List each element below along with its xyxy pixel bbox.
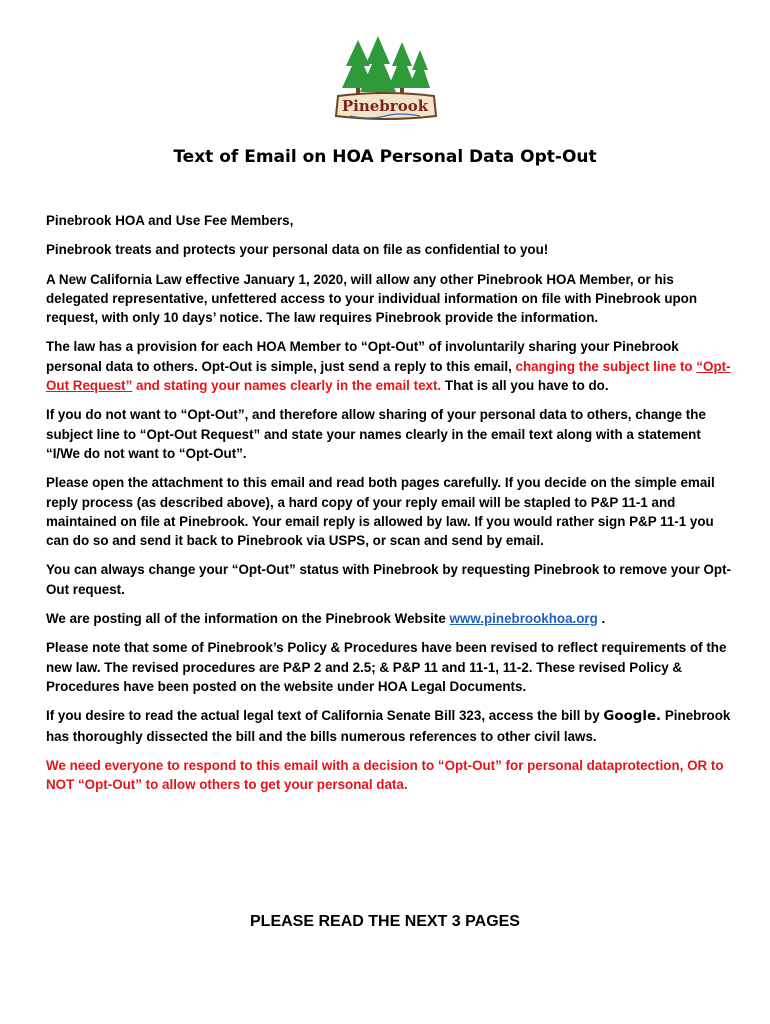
pine-trees-image — [342, 36, 430, 92]
paragraph-senate-bill: If you desire to read the actual legal text of California Senate Bill 323, access the bill by Google. Pinebrook has thoroughly dissected the bill and the bills numerous references to other civil laws. — [46, 708, 731, 744]
closing-heading: PLEASE READ THE NEXT 3 PAGES — [250, 913, 520, 930]
red-instruction: changing the subject line to — [515, 358, 693, 374]
google-word: Google. — [603, 709, 662, 725]
paragraph-opt-out-provision: The law has a provision for each HOA Member to “Opt-Out” of involuntarily sharing your Pinebrook personal data to others. Opt-Out is simple, just send a reply to this email, changing the subject line to “Opt-Out Request” and stating your names clearly in the email text. That is all you have to do. — [46, 339, 731, 394]
paragraph-change-status: You can always change your “Opt-Out” status with Pinebrook by requesting Pinebrook to remove your Opt-Out request. — [46, 562, 732, 597]
opt-out-request-phrase: “Opt-Out Request” — [46, 358, 731, 394]
paragraph-attachment: Please open the attachment to this email and read both pages carefully. If you decide on the simple email reply process (as described above), a hard copy of your reply email will be stapled to P&P 11-1 and maintained on file at Pinebrook. Your email reply is allowed by law. If you would rather sign P&P 11-1 you can do so and send it back to Pinebrook via USPS, or scan and send by email. — [46, 475, 715, 549]
document-title: Text of Email on HOA Personal Data Opt-Out — [173, 147, 597, 167]
website-link[interactable]: www.pinebrookhoa.org — [449, 611, 598, 627]
email-body — [46, 211, 736, 804]
paragraph-confidential: Pinebrook treats and protects your personal data on file as confidential to you! — [46, 242, 549, 258]
greeting: Pinebrook HOA and Use Fee Members, — [46, 213, 294, 228]
paragraph-new-law: A New California Law effective January 1, 2020, will allow any other Pinebrook HOA Member, or his delegated representative, unfettered access to your individual information on file with Pinebrook upon request, with only 10 days’ notice. The law requires Pinebrook provide the information. — [46, 271, 698, 326]
paragraph-no-opt-out: If you do not want to “Opt-Out”, and therefore allow sharing of your personal data to others, change the subject line to “Opt-Out Request” and state your names clearly in the email text along with a statement “I/We do not want to “Opt-Out”. — [46, 407, 706, 461]
paragraph-revised-policies: Please note that some of Pinebrook’s Policy & Procedures have been revised to reflect requirements of the new law. The revised procedures are P&P 2 and 2.5; & P&P 11 and 11-1, 11-2. These revised Policy & Procedures have been posted on the website under HOA Legal Documents. — [46, 640, 727, 694]
paragraph-call-to-action: We need everyone to respond to this email with a decision to “Opt-Out” for personal dataprotection, OR to NOT “Opt-Out” to allow others to get your personal data. — [46, 757, 724, 793]
logo-wordmark: Pinebrook — [341, 97, 429, 115]
pinebrook-logo — [330, 36, 440, 126]
paragraph-website: We are posting all of the information on the Pinebrook Website www.pinebrookhoa.org . — [46, 611, 606, 627]
